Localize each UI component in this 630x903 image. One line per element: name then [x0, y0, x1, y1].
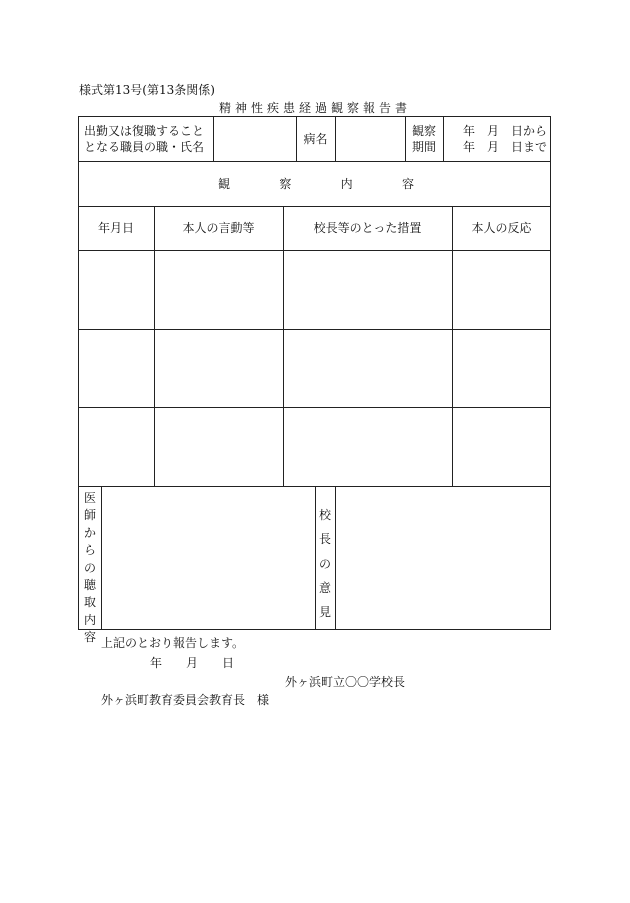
rule-bottom-v2	[315, 486, 316, 630]
report-statement: 上記のとおり報告します。	[101, 636, 245, 650]
rule-col-v1	[154, 206, 155, 486]
rule-header-v1	[213, 116, 214, 161]
column-header-measures: 校長等のとった措置	[313, 221, 422, 235]
report-date: 年 月 日	[150, 656, 235, 670]
period-label: 観察 期間	[411, 124, 436, 154]
rule-bottom-v3	[335, 486, 336, 630]
rule-row2-bottom	[78, 407, 551, 408]
school-principal: 外ヶ浜町立〇〇学校長	[285, 675, 406, 689]
rule-bottom-v1	[101, 486, 102, 630]
principal-opinion-label: 校 長 の 意 見	[318, 508, 331, 620]
rule-col-v2	[283, 206, 284, 486]
addressee: 外ヶ浜町教育委員会教育長 様	[101, 693, 270, 707]
rule-col-v3	[452, 206, 453, 486]
column-header-reaction: 本人の反応	[471, 221, 532, 235]
rule-header-v5	[443, 116, 444, 161]
rule-header-bottom	[78, 161, 551, 162]
observation-heading: 観 察 内 容	[218, 177, 414, 191]
doctor-hearing-label: 医 師 か ら の 聴 取 内 容	[83, 491, 96, 645]
document-title: 精神性疾患経過観察報告書	[218, 101, 411, 115]
rule-row1-bottom	[78, 329, 551, 330]
disease-label: 病名	[303, 132, 328, 146]
form-number: 様式第13号(第13条関係)	[79, 83, 215, 97]
rule-header-v3	[335, 116, 336, 161]
period-range: 年 月 日から 年 月 日まで	[463, 124, 548, 154]
column-header-date: 年月日	[97, 221, 134, 235]
rule-heading-bottom	[78, 206, 551, 207]
rule-columns-bottom	[78, 250, 551, 251]
employee-label: 出勤又は復職すること となる職員の職・氏名	[84, 124, 205, 154]
column-header-statements: 本人の言動等	[182, 221, 255, 235]
